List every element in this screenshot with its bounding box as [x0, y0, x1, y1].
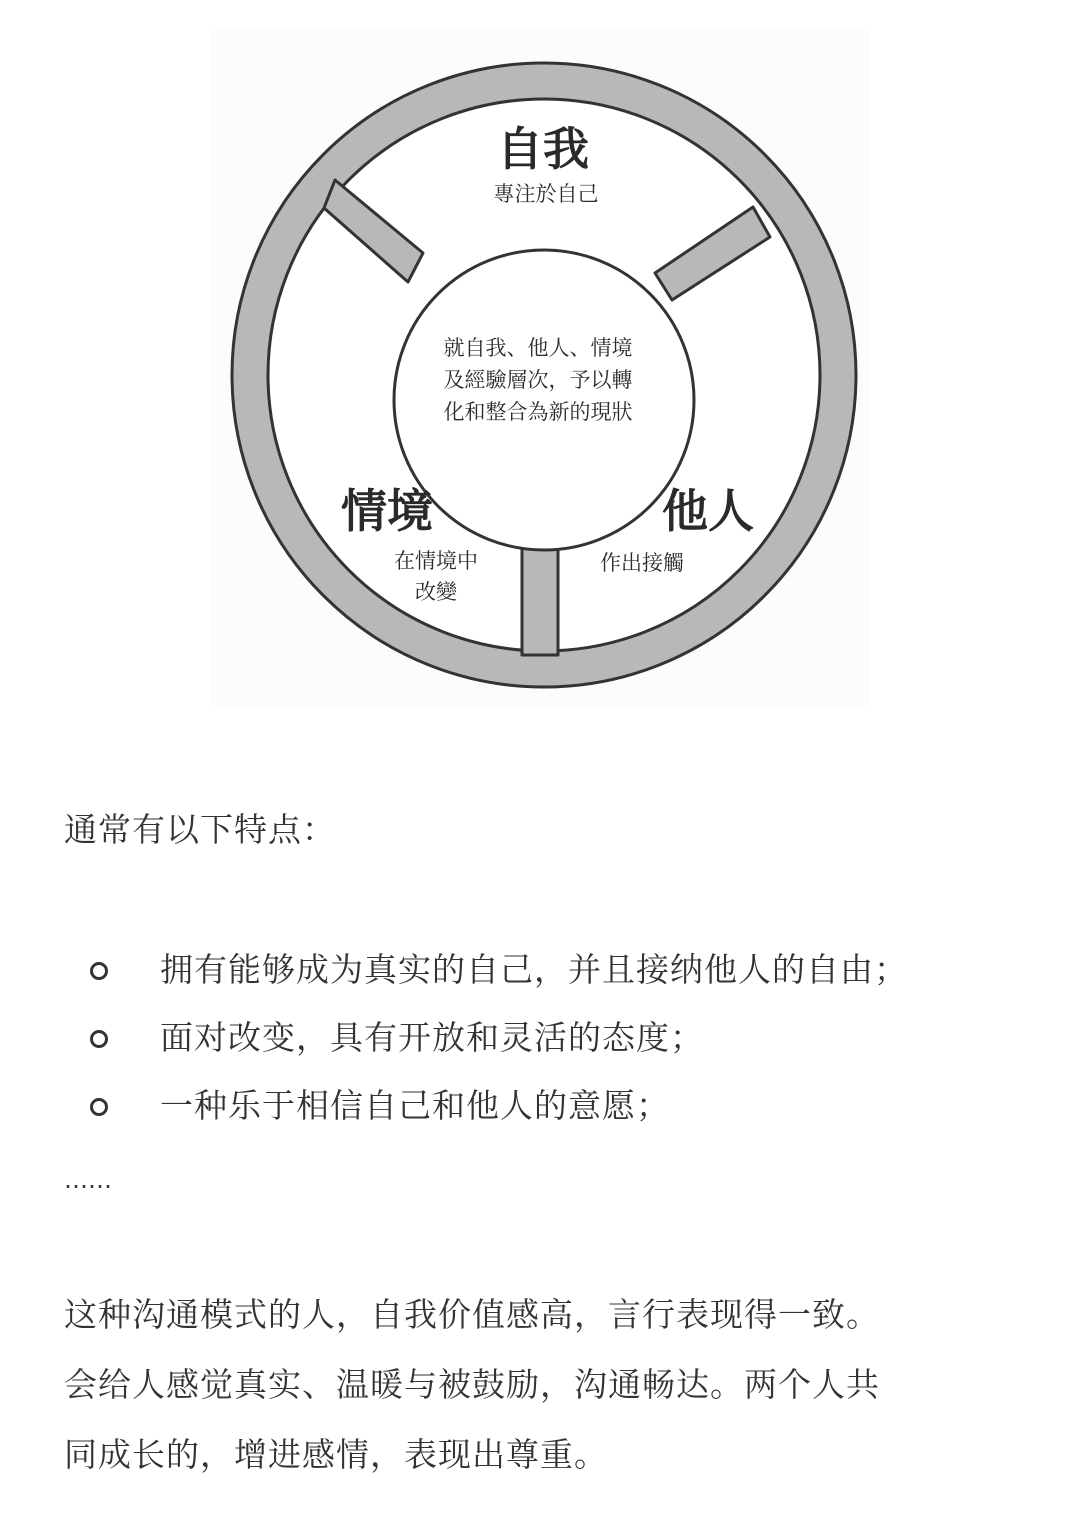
- intro-text: 通常有以下特点：: [64, 810, 336, 849]
- self-title: 自我: [497, 122, 589, 176]
- feature-list: [64, 936, 908, 1140]
- summary-paragraph: [64, 1280, 1024, 1490]
- context-subtitle-line-1: 在情境中: [394, 549, 478, 573]
- bullet-circle-icon: [90, 1098, 108, 1116]
- bullet-circle-icon: [90, 1030, 108, 1048]
- summary-line-3: 同成长的，增进感情，表现出尊重。: [64, 1435, 608, 1474]
- center-text-line-3: 化和整合為新的現狀: [443, 400, 633, 424]
- congruence-wheel-diagram: [210, 30, 870, 706]
- context-title: 情境: [341, 484, 433, 538]
- list-item: 面对改变，具有开放和灵活的态度；: [64, 1004, 908, 1072]
- center-text-line-1: 就自我、他人、情境: [443, 336, 633, 360]
- diagram: [210, 30, 870, 706]
- context-subtitle-line-2: 改變: [415, 580, 457, 604]
- list-item: 拥有能够成为真实的自己，并且接纳他人的自由；: [64, 936, 908, 1004]
- others-subtitle: 作出接觸: [600, 551, 684, 575]
- summary-line-1: 这种沟通模式的人，自我价值感高，言行表现得一致。: [64, 1295, 880, 1334]
- bullet-circle-icon: [90, 962, 108, 980]
- others-title: 他人: [662, 484, 754, 538]
- list-item: 一种乐于相信自己和他人的意愿；: [64, 1072, 908, 1140]
- self-subtitle: 專注於自己: [493, 182, 599, 206]
- center-text-line-2: 及經驗層次，予以轉: [443, 368, 633, 392]
- summary-line-2: 会给人感觉真实、温暖与被鼓励，沟通畅达。两个人共: [64, 1365, 880, 1404]
- ellipsis: ……: [64, 1166, 112, 1194]
